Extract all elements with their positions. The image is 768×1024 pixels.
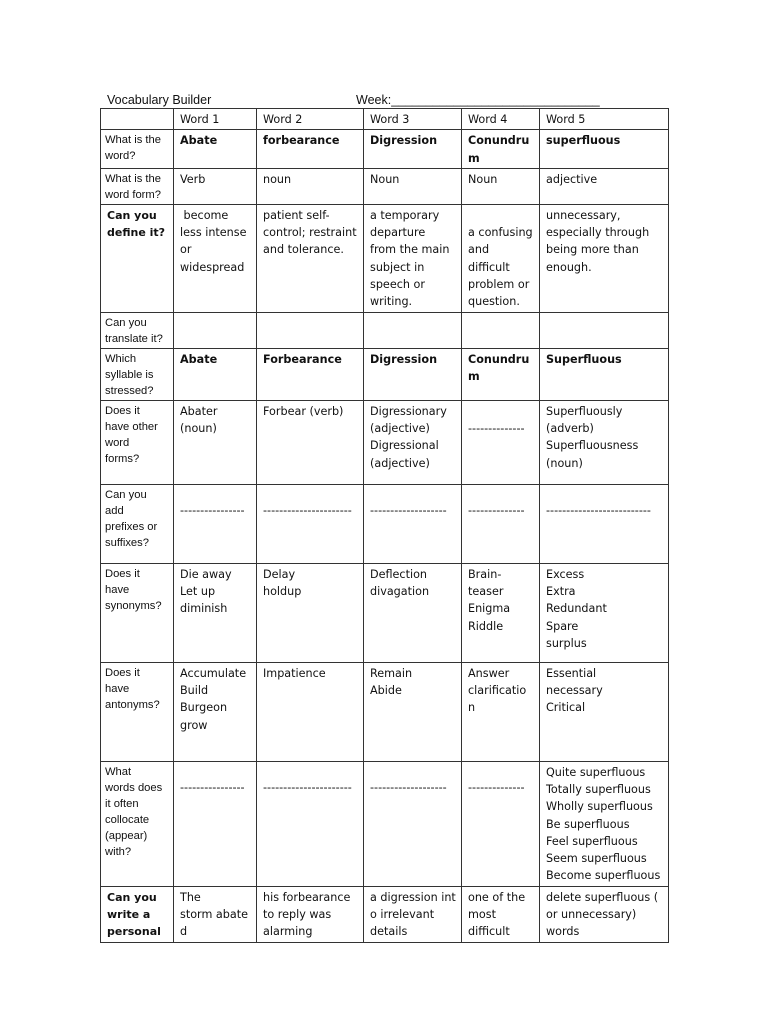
cell-line: m <box>468 151 480 165</box>
question-line: syllable is <box>105 368 154 381</box>
word-1-cell[interactable] <box>174 662 257 761</box>
cell-line: ---------------------- <box>263 780 352 794</box>
cell-line: Brain- <box>468 567 502 581</box>
question-line: prefixes or <box>105 520 158 533</box>
cell-line: a temporary <box>370 208 440 222</box>
question-line: have <box>105 583 130 596</box>
cell-line: control; restraint <box>263 226 357 240</box>
cell-line: Riddle <box>468 619 504 633</box>
table-header-row <box>101 109 669 130</box>
word-4-cell[interactable] <box>462 400 540 484</box>
word-1-cell[interactable] <box>174 886 257 942</box>
word-3-cell[interactable] <box>364 312 462 348</box>
word-4-cell[interactable] <box>462 168 540 204</box>
question-line: word <box>105 436 130 449</box>
cell-line: Verb <box>180 172 206 186</box>
table-row <box>101 761 669 886</box>
cell-line: widespread <box>180 260 245 274</box>
cell-line: Superfluousness <box>546 439 639 453</box>
word-2-cell[interactable] <box>257 761 364 886</box>
week-blank: ______________________________ <box>391 93 600 107</box>
cell-line: Noun <box>468 172 498 186</box>
word-2-cell[interactable] <box>257 130 364 169</box>
week-label: Week: <box>356 93 392 107</box>
table-row <box>101 348 669 400</box>
word-3-cell[interactable] <box>364 484 462 563</box>
cell-line: words <box>546 925 580 939</box>
cell-line: speech or <box>370 278 425 292</box>
word-3-cell[interactable] <box>364 400 462 484</box>
word-1-cell[interactable] <box>174 312 257 348</box>
cell-line: Conundru <box>468 352 530 366</box>
column-header-word-2: Word 2 <box>257 109 364 130</box>
cell-line: Delay <box>263 567 296 581</box>
question-line: suffixes? <box>105 536 149 549</box>
cell-line: and tolerance. <box>263 243 344 257</box>
word-3-cell[interactable] <box>364 204 462 312</box>
row-question <box>101 168 174 204</box>
cell-line: writing. <box>370 295 413 309</box>
cell-line: difficult <box>468 260 510 274</box>
word-2-cell[interactable] <box>257 662 364 761</box>
question-line: Does it <box>105 666 140 679</box>
word-5-cell[interactable] <box>540 662 669 761</box>
question-line: forms? <box>105 452 140 465</box>
cell-line: Abide <box>370 683 402 697</box>
word-5-cell[interactable] <box>540 761 669 886</box>
question-line: have <box>105 682 130 695</box>
cell-line: Remain <box>370 666 413 680</box>
cell-line: Die away <box>180 567 232 581</box>
question-line: it often <box>105 797 139 810</box>
cell-line: Abate <box>180 352 218 366</box>
question-line: Does it <box>105 567 140 580</box>
question-line: write a <box>107 908 151 922</box>
cell-line: Superfluous <box>546 352 622 366</box>
column-header-word-4: Word 4 <box>462 109 540 130</box>
cell-line: Digression <box>370 352 438 366</box>
cell-line: a digression int <box>370 890 456 904</box>
word-1-cell[interactable] <box>174 400 257 484</box>
row-question <box>101 400 174 484</box>
cell-line: grow <box>180 718 208 732</box>
vocabulary-table <box>100 108 669 943</box>
word-4-cell[interactable] <box>462 204 540 312</box>
cell-line: delete superfluous ( <box>546 890 659 904</box>
question-line: What is the <box>105 172 161 185</box>
cell-line: Build <box>180 683 209 697</box>
question-line: Can you <box>107 208 157 222</box>
row-question <box>101 484 174 563</box>
cell-line: Wholly superfluous <box>546 800 653 814</box>
cell-line: Feel superfluous <box>546 834 638 848</box>
cell-line: Critical <box>546 701 586 715</box>
word-4-cell[interactable] <box>462 312 540 348</box>
cell-line: patient self- <box>263 208 330 222</box>
cell-line: ---------------- <box>180 503 245 517</box>
question-line: antonyms? <box>105 698 160 711</box>
question-line: with? <box>105 845 132 858</box>
word-3-cell[interactable] <box>364 761 462 886</box>
cell-line: one of the <box>468 890 526 904</box>
word-3-cell[interactable] <box>364 130 462 169</box>
question-line: words does <box>105 781 163 794</box>
cell-line <box>468 207 535 224</box>
cell-line: enough. <box>546 260 592 274</box>
word-5-cell[interactable] <box>540 168 669 204</box>
cell-line: Redundant <box>546 602 607 616</box>
cell-line: being more than <box>546 243 639 257</box>
cell-line: o irrelevant <box>370 908 435 922</box>
cell-line: -------------- <box>468 503 525 517</box>
cell-line: details <box>370 925 408 939</box>
word-4-cell[interactable] <box>462 130 540 169</box>
question-line: synonyms? <box>105 599 162 612</box>
cell-line: problem or <box>468 278 530 292</box>
cell-line: Abate <box>180 134 218 148</box>
question-line: add <box>105 504 124 517</box>
word-4-cell[interactable] <box>462 761 540 886</box>
cell-line: Let up <box>180 584 216 598</box>
cell-line: Digressional <box>370 439 439 453</box>
cell-line <box>468 403 535 420</box>
cell-line: surplus <box>546 636 587 650</box>
word-2-cell[interactable] <box>257 348 364 400</box>
column-header-word-3: Word 3 <box>364 109 462 130</box>
table-row <box>101 168 669 204</box>
cell-line: Forbearance <box>263 352 342 366</box>
cell-line: subject in <box>370 260 425 274</box>
word-2-cell[interactable] <box>257 886 364 942</box>
word-3-cell[interactable] <box>364 886 462 942</box>
cell-line: Digressionary <box>370 404 447 418</box>
cell-line: to reply was <box>263 908 332 922</box>
row-question <box>101 348 174 400</box>
cell-line: teaser <box>468 584 504 598</box>
cell-line: alarming <box>263 925 313 939</box>
cell-line: Become superfluous <box>546 869 661 883</box>
table-body <box>101 109 669 943</box>
question-line: Does it <box>105 404 140 417</box>
word-2-cell[interactable] <box>257 484 364 563</box>
word-1-cell[interactable] <box>174 130 257 169</box>
cell-line: Accumulate <box>180 666 247 680</box>
cell-line: his forbearance <box>263 890 351 904</box>
cell-line: forbearance <box>263 134 340 148</box>
table-row <box>101 400 669 484</box>
word-5-cell[interactable] <box>540 204 669 312</box>
table-row <box>101 130 669 169</box>
cell-line: adjective <box>546 172 598 186</box>
question-line: word? <box>105 150 136 163</box>
word-2-cell[interactable] <box>257 312 364 348</box>
table-row <box>101 204 669 312</box>
word-4-cell[interactable] <box>462 484 540 563</box>
question-line: translate it? <box>105 332 163 345</box>
cell-line: less intense <box>180 226 247 240</box>
cell-line: Essential <box>546 666 597 680</box>
cell-line: or unnecessary) <box>546 908 637 922</box>
cell-line: d <box>180 925 188 939</box>
cell-line: Noun <box>370 172 400 186</box>
cell-line: become <box>180 208 229 222</box>
cell-line: Forbear (verb) <box>263 404 344 418</box>
cell-line: Conundru <box>468 134 530 148</box>
word-4-cell[interactable] <box>462 886 540 942</box>
cell-line: ---------------------- <box>263 503 352 517</box>
cell-line: Spare <box>546 619 579 633</box>
cell-line: divagation <box>370 584 430 598</box>
cell-line: difficult <box>468 925 510 939</box>
question-line: word form? <box>105 188 161 201</box>
cell-line: (noun) <box>180 421 217 435</box>
cell-line: -------------- <box>468 421 525 435</box>
cell-line: unnecessary, <box>546 208 621 222</box>
page-title: Vocabulary Builder <box>107 93 212 107</box>
corner-cell <box>101 109 174 130</box>
question-line: (appear) <box>105 829 148 842</box>
row-question <box>101 886 174 942</box>
cell-line: and <box>468 243 490 257</box>
word-5-cell[interactable] <box>540 886 669 942</box>
row-question <box>101 563 174 662</box>
word-5-cell[interactable] <box>540 400 669 484</box>
table-row <box>101 563 669 662</box>
cell-line: The <box>180 890 201 904</box>
row-question <box>101 761 174 886</box>
word-3-cell[interactable] <box>364 348 462 400</box>
question-line: Can you <box>105 488 147 501</box>
question-line: personal <box>107 925 161 939</box>
word-1-cell[interactable] <box>174 168 257 204</box>
cell-line: most <box>468 908 496 922</box>
cell-line: a confusing <box>468 226 533 240</box>
week-field <box>356 92 600 108</box>
question-line: What <box>105 765 132 778</box>
cell-line: Abater <box>180 404 218 418</box>
cell-line: ------------------- <box>370 503 447 517</box>
cell-line: Enigma <box>468 602 511 616</box>
cell-line: Burgeon <box>180 701 228 715</box>
table-row <box>101 662 669 761</box>
cell-line: or <box>180 243 192 257</box>
question-line: What is the <box>105 134 161 147</box>
cell-line: Impatience <box>263 666 326 680</box>
word-2-cell[interactable] <box>257 168 364 204</box>
question-line: define it? <box>107 226 166 240</box>
column-header-word-5: Word 5 <box>540 109 669 130</box>
cell-line: (adverb) <box>546 421 594 435</box>
word-4-cell[interactable] <box>462 563 540 662</box>
word-3-cell[interactable] <box>364 662 462 761</box>
cell-line: holdup <box>263 584 302 598</box>
word-5-cell[interactable] <box>540 312 669 348</box>
cell-line: Deflection <box>370 567 428 581</box>
row-question <box>101 662 174 761</box>
word-2-cell[interactable] <box>257 400 364 484</box>
cell-line: from the main <box>370 243 450 257</box>
cell-line: noun <box>263 172 292 186</box>
word-1-cell[interactable] <box>174 761 257 886</box>
word-4-cell[interactable] <box>462 662 540 761</box>
table-row <box>101 886 669 942</box>
row-question <box>101 204 174 312</box>
word-3-cell[interactable] <box>364 563 462 662</box>
word-1-cell[interactable] <box>174 563 257 662</box>
word-2-cell[interactable] <box>257 563 364 662</box>
table-row <box>101 484 669 563</box>
cell-line: superfluous <box>546 134 621 148</box>
cell-line: -------------- <box>468 780 525 794</box>
word-2-cell[interactable] <box>257 204 364 312</box>
cell-line: ---------------- <box>180 780 245 794</box>
cell-line: clarificatio <box>468 683 527 697</box>
row-question <box>101 312 174 348</box>
word-5-cell[interactable] <box>540 563 669 662</box>
cell-line: Quite superfluous <box>546 765 646 779</box>
cell-line: departure <box>370 226 426 240</box>
row-question <box>101 130 174 169</box>
column-header-word-1: Word 1 <box>174 109 257 130</box>
cell-line: question. <box>468 295 520 309</box>
cell-line: (adjective) <box>370 421 430 435</box>
word-5-cell[interactable] <box>540 130 669 169</box>
word-1-cell[interactable] <box>174 204 257 312</box>
cell-line: Superfluously <box>546 404 623 418</box>
cell-line: Be superfluous <box>546 817 630 831</box>
cell-line: storm abate <box>180 908 248 922</box>
cell-line: m <box>468 369 480 383</box>
cell-line: (adjective) <box>370 456 430 470</box>
cell-line: Totally superfluous <box>546 782 651 796</box>
question-line: have other <box>105 420 158 433</box>
cell-line: ------------------- <box>370 780 447 794</box>
table-row <box>101 312 669 348</box>
question-line: stressed? <box>105 384 154 397</box>
cell-line: Digression <box>370 134 438 148</box>
question-line: Can you <box>107 890 157 904</box>
cell-line: Extra <box>546 584 576 598</box>
cell-line: (noun) <box>546 456 583 470</box>
question-line: Can you <box>105 316 147 329</box>
word-5-cell[interactable] <box>540 484 669 563</box>
word-4-cell[interactable] <box>462 348 540 400</box>
word-1-cell[interactable] <box>174 348 257 400</box>
question-line: Which <box>105 352 137 365</box>
word-1-cell[interactable] <box>174 484 257 563</box>
cell-line: n <box>468 701 476 715</box>
cell-line: Seem superfluous <box>546 852 647 866</box>
cell-line: diminish <box>180 602 228 616</box>
word-5-cell[interactable] <box>540 348 669 400</box>
cell-line: especially through <box>546 226 650 240</box>
question-line: collocate <box>105 813 150 826</box>
cell-line: -------------------------- <box>546 503 651 517</box>
word-3-cell[interactable] <box>364 168 462 204</box>
cell-line: Answer <box>468 666 510 680</box>
cell-line: Excess <box>546 567 585 581</box>
cell-line: necessary <box>546 683 603 697</box>
